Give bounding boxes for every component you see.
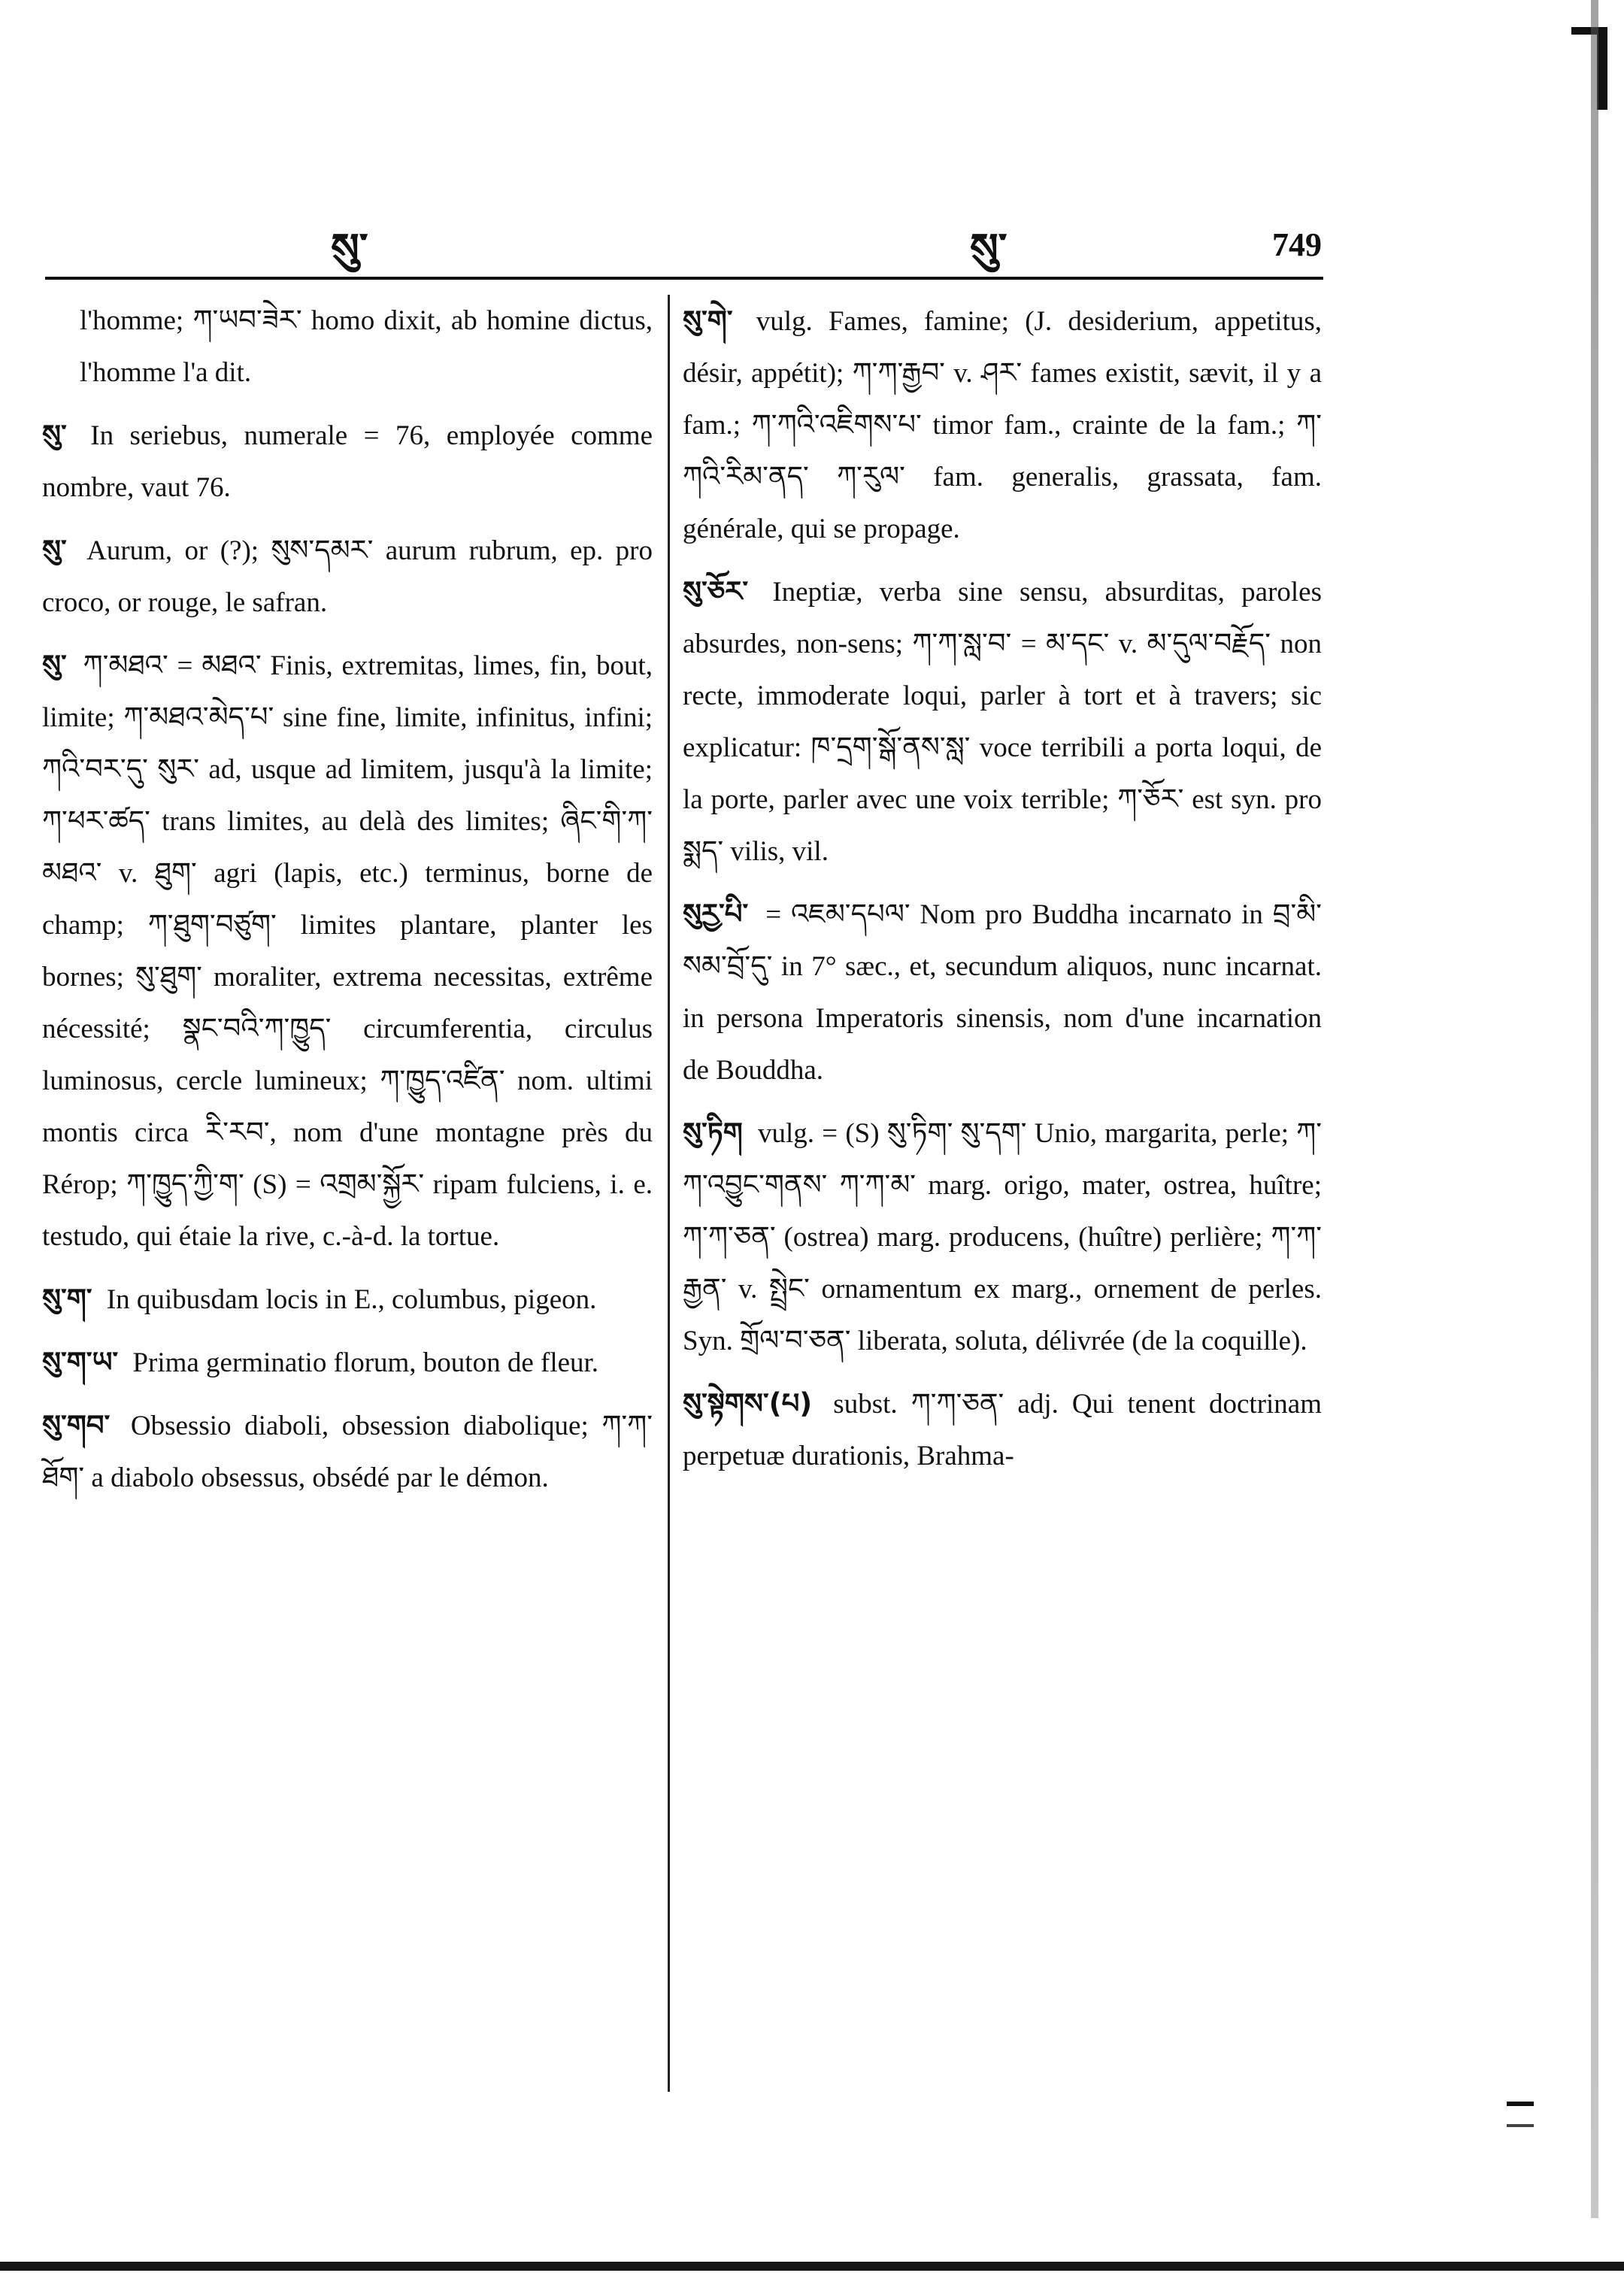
left-column (42, 295, 653, 1514)
column-divider (668, 295, 670, 2092)
dictionary-entry (42, 409, 653, 514)
dictionary-entry (42, 1336, 653, 1389)
entry-headword: སུ་ག་ (42, 1283, 92, 1315)
entry-text: l'homme; ཀ་ཡབ་ཟེར་ homo dixit, ab homine dictus, l'homme l'a dit. (80, 305, 653, 388)
entry-text: subst. ཀ་ཀ་ཅན་ adj. Qui tenent doctrinam perpetuæ durationis, Brahma- (683, 1389, 1323, 1471)
entry-headword: སུ་ (42, 649, 67, 681)
entry-text: In seriebus, numerale = 76, employée comme nombre, vaut 76. (42, 420, 653, 503)
entry-headword: སུ་གེ་ (683, 305, 733, 337)
entry-text: Obsessio diaboli, obsession diabolique; ཀ་ཀ་ཐོག་ a diabolo obsessus, obsédé par le démon. (42, 1411, 653, 1493)
entry-headword: སུ་གབ་ (42, 1409, 111, 1441)
dictionary-entry (683, 888, 1322, 1096)
scan-edge-mark (1597, 27, 1607, 110)
dictionary-entry (42, 1273, 653, 1326)
header-rule (45, 277, 1323, 280)
entry-headword: སུརྱ་པི་ (683, 898, 749, 930)
scan-edge-mark (1571, 27, 1607, 35)
dictionary-entry (42, 295, 653, 399)
entry-headword: སུ་ག་ཡ་ (42, 1346, 119, 1378)
entry-text: Ineptiæ, verba sine sensu, absurditas, paroles absurdes, non-sens; ཀ་ཀ་སླ་བ་ = མ་དང་ v. མ་དུལ་བརྗོད་ non recte, immoderate loqui, parler à tort et à travers; sic explicatur: ཁ་དྲག་སྒོ་ནས་སླ་ voce terribili a porta loqui, de la porte, parler avec une voix terrible; ཀ་ཅོར་ est syn. pro སྨད་ vilis, vil. (683, 577, 1322, 867)
scan-margin-mark (1507, 2102, 1534, 2127)
entry-text: = འཇམ་དཔལ་ Nom pro Buddha incarnato in བྲ་མི་སམ་བྲོ་དུ་ in 7° sæc., et, secundum aliquos, nunc incarnat. in persona Imperatoris sinensis, nom d'une incarnation de Bouddha. (683, 899, 1322, 1086)
entry-text: In quibusdam locis in E., columbus, pigeon. (106, 1284, 597, 1315)
entry-headword: སུ་ (42, 419, 67, 451)
running-head-left: སུ་ (331, 226, 368, 273)
dictionary-entry (683, 1377, 1322, 1482)
entry-text: vulg. Fames, famine; (J. desiderium, appetitus, désir, appétit); ཀ་ཀ་རྒྱབ་ v. ཤར་ fames existit, sævit, il y a fam.; ཀ་ཀའི་འཇིགས་པ་ timor fam., crainte de la fam.; ཀ་ཀའི་རིམ་ནད་ ཀ་རུལ་ fam. generalis, grassata, fam. générale, qui se propage. (683, 306, 1323, 544)
entry-text: Aurum, or (?); སུས་དམར་ aurum rubrum, ep. pro croco, or rouge, le safran. (42, 535, 653, 618)
dictionary-entry (42, 1399, 653, 1504)
dictionary-entry (683, 295, 1322, 555)
dictionary-entry (683, 1107, 1322, 1367)
entry-headword: སུ་ཅོར་ (683, 575, 749, 608)
dictionary-entry (42, 524, 653, 629)
entry-text: ཀ་མཐའ་ = མཐའ་ Finis, extremitas, limes, fin, bout, limite; ཀ་མཐའ་མེད་པ་ sine fine, limite, infinitus, infini; ཀའི་བར་དུ་ སུར་ ad, usque ad limitem, jusqu'à la limite; ཀ་ཕར་ཚད་ trans limites, au delà des limites; ཞིང་གི་ཀ་མཐའ་ v. ཐུག་ agri (lapis, etc.) terminus, borne de champ; ཀ་ཐུག་བཙུག་ limites plantare, planter les bornes; སུ་ཐུག་ moraliter, extrema necessitas, extrême nécessité; སྣང་བའི་ཀ་ཁྱུད་ circumferentia, circulus luminosus, cercle lumineux; ཀ་ཁྱུད་འཛིན་ nom. ultimi montis circa རི་རབ་, nom d'une montagne près du Rérop; ཀ་ཁྱུད་ཀྱི་ག་ (S) = འགྲམ་སྐྱོར་ ripam fulciens, i. e. testudo, qui étaie la rive, c.-à-d. la tortue. (42, 650, 653, 1252)
entry-text: Prima germinatio florum, bouton de fleur. (132, 1347, 599, 1378)
running-head-right: སུ་ (970, 226, 1007, 273)
entry-text: vulg. = (S) སུ་ཏིག་ སུ་དག་ Unio, margarita, perle; ཀ་ཀ་འབྱུང་གནས་ ཀ་ཀ་མ་ marg. origo, mater, ostrea, huître; ཀ་ཀ་ཅན་ (ostrea) marg. producens, (huître) perlière; ཀ་ཀ་རྒྱན་ v. སྤྲེང་ ornamentum ex marg., ornement de perles. Syn. གྲོལ་བ་ཅན་ liberata, soluta, délivrée (de la coquille). (683, 1118, 1323, 1356)
dictionary-entry (42, 639, 653, 1262)
scan-bottom-edge (0, 2262, 1624, 2271)
dictionary-entry (683, 565, 1322, 877)
right-column (683, 295, 1322, 1493)
entry-headword: སུ་ (42, 534, 67, 566)
entry-headword: སུ་སྟེགས་(པ) (683, 1387, 813, 1420)
scan-edge-shadow (1591, 0, 1598, 2218)
page-number: 749 (1272, 226, 1322, 263)
entry-headword: སུ་ཏིག (683, 1117, 743, 1149)
